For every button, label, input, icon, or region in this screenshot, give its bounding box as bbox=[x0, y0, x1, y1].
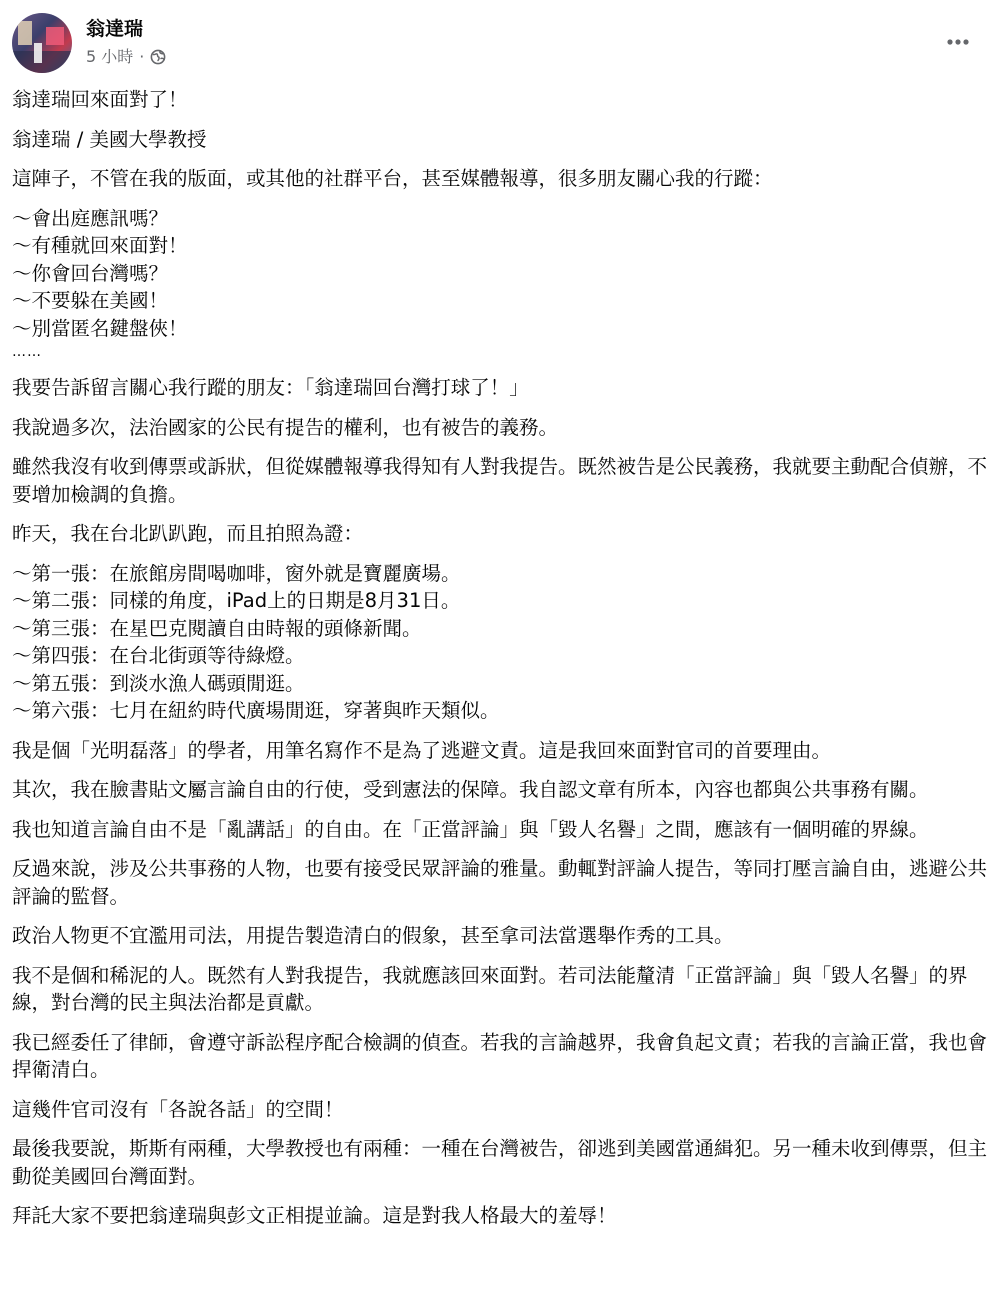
post-paragraph bbox=[12, 1029, 987, 1084]
avatar[interactable] bbox=[12, 13, 72, 73]
more-options-icon[interactable] bbox=[943, 27, 973, 57]
post-text-line: 我是個「光明磊落」的學者，用筆名寫作不是為了逃避文責。這是我回來面對官司的首要理由。 bbox=[12, 738, 832, 762]
post-paragraph bbox=[12, 776, 987, 804]
post-paragraph bbox=[12, 1096, 987, 1124]
post-text-line: 昨天，我在台北趴趴跑，而且拍照為證： bbox=[12, 522, 364, 545]
post-text-line: ～會出庭應訊嗎？ bbox=[12, 206, 169, 230]
post-paragraph bbox=[12, 165, 987, 193]
post-paragraph bbox=[12, 374, 987, 402]
post-text-line: 我已經委任了律師，會遵守訴訟程序配合檢調的偵查。若我的言論越界，我會負起文責；若我的言論正當，我也會捍衛清白。 bbox=[12, 1030, 988, 1081]
globe-icon[interactable] bbox=[150, 49, 166, 65]
post-text-line: ～第六張：七月在紐約時代廣場閒逛，穿著與昨天類似。 bbox=[12, 699, 500, 722]
post-meta bbox=[86, 47, 166, 67]
post-paragraph bbox=[12, 855, 987, 910]
post-text-line: ～第五張：到淡水漁人碼頭閒逛。 bbox=[12, 671, 305, 695]
post-paragraph bbox=[12, 453, 987, 508]
post-paragraph bbox=[12, 205, 987, 363]
post-paragraph bbox=[12, 1135, 987, 1190]
post-paragraph bbox=[12, 737, 987, 765]
post-header bbox=[12, 13, 987, 77]
post-text-line: 這陣子，不管在我的版面，或其他的社群平台，甚至媒體報導，很多朋友關心我的行蹤： bbox=[12, 167, 773, 190]
post-text-line: 拜託大家不要把翁達瑞與彭文正相提並論。這是對我人格最大的羞辱！ bbox=[12, 1204, 617, 1227]
post-text-line: 政治人物更不宜濫用司法，用提告製造清白的假象，甚至拿司法當選舉作秀的工具。 bbox=[12, 924, 734, 947]
post-paragraph bbox=[12, 560, 987, 725]
post-text-line: 其次，我在臉書貼文屬言論自由的行使，受到憲法的保障。我自認文章有所本，內容也都與公共事務有關。 bbox=[12, 778, 929, 801]
post-text-line: ～有種就回來面對！ bbox=[12, 234, 188, 257]
post-paragraph bbox=[12, 816, 987, 844]
post-text-line: 反過來說，涉及公共事務的人物，也要有接受民眾評論的雅量。動輒對評論人提告，等同打壓言論自由，逃避公共評論的監督。 bbox=[12, 857, 988, 908]
post-text-line: ～第二張：同樣的角度，iPad上的日期是8月31日。 bbox=[12, 589, 461, 612]
meta-separator: · bbox=[139, 47, 145, 66]
post-text-line: 翁達瑞 / 美國大學教授 bbox=[12, 127, 207, 151]
post-paragraph bbox=[12, 520, 987, 548]
post-text-line: ～你會回台灣嗎？ bbox=[12, 261, 169, 285]
post-paragraph bbox=[12, 86, 987, 114]
post-timestamp[interactable]: 5 小時 bbox=[86, 47, 134, 66]
post-text-line: ～別當匿名鍵盤俠！ bbox=[12, 316, 188, 340]
post-text-line: ～不要躲在美國！ bbox=[12, 289, 169, 312]
post-paragraph bbox=[12, 126, 987, 154]
post-paragraph bbox=[12, 962, 987, 1017]
post-paragraph bbox=[12, 414, 987, 442]
post-text-line: 最後我要說，斯斯有兩種，大學教授也有兩種：一種在台灣被告，卻逃到美國當通緝犯。另一種未收到傳票，但主動從美國回台灣面對。 bbox=[12, 1137, 988, 1188]
post-paragraph bbox=[12, 922, 987, 950]
post-text-line: ～第一張：在旅館房間喝咖啡，窗外就是寶麗廣場。 bbox=[12, 561, 461, 585]
post-text-line: 翁達瑞回來面對了！ bbox=[12, 88, 188, 111]
post-text-line: 雖然我沒有收到傳票或訴狀，但從媒體報導我得知有人對我提告。既然被告是公民義務，我就要主動配合偵辦，不要增加檢調的負擔。 bbox=[12, 455, 988, 506]
post-text-line: 我要告訴留言關心我行蹤的朋友：「翁達瑞回台灣打球了！」 bbox=[12, 376, 529, 399]
author-name[interactable]: 翁達瑞 bbox=[86, 18, 144, 40]
post-text-line: 我說過多次，法治國家的公民有提告的權利，也有被告的義務。 bbox=[12, 415, 559, 439]
post-body bbox=[12, 86, 987, 1242]
post-text-line: 這幾件官司沒有「各說各話」的空間！ bbox=[12, 1097, 344, 1121]
post-text-line: ～第三張：在星巴克閱讀自由時報的頭條新聞。 bbox=[12, 616, 422, 640]
post-text-line: ～第四張：在台北街頭等待綠燈。 bbox=[12, 644, 305, 667]
post-paragraph bbox=[12, 1202, 987, 1230]
post-text-line: 我也知道言論自由不是「亂講話」的自由。在「正當評論」與「毀人名譽」之間，應該有一個明確的界線。 bbox=[12, 817, 929, 841]
post-text-line: …… bbox=[12, 344, 42, 360]
post-text-line: 我不是個和稀泥的人。既然有人對我提告，我就應該回來面對。若司法能釐清「正當評論」與「毀人名譽」的界線，對台灣的民主與法治都是貢獻。 bbox=[12, 963, 968, 1014]
